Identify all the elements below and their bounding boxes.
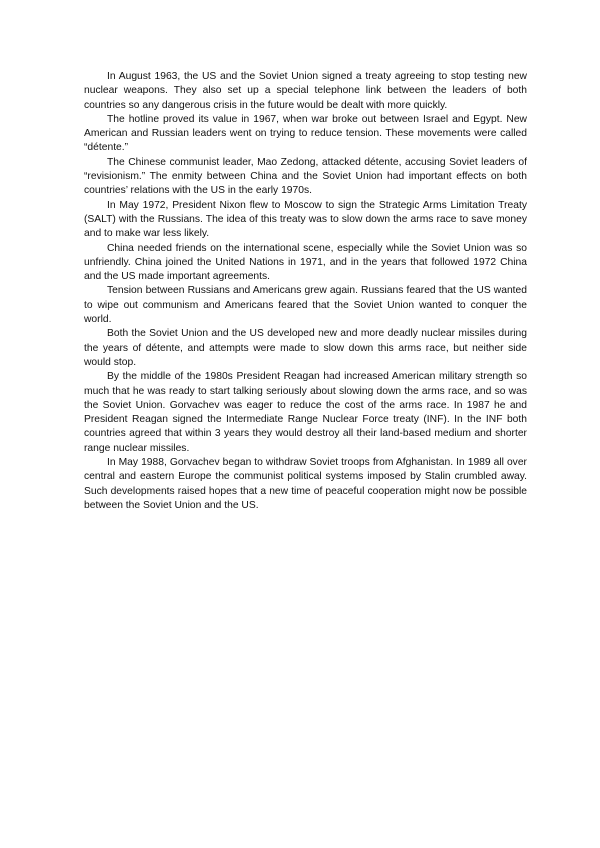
paragraph-china-un: China needed friends on the international scene, especially while the Soviet Union was so unfriendly. China joined the United Nations in 1971, and in the years that followed 1972 China and the US made important agreements.	[84, 242, 527, 283]
paragraph-arms-race: Both the Soviet Union and the US developed new and more deadly nuclear missiles during the years of détente, and attempts were made to slow down this arms race, but neither side would stop.	[84, 328, 527, 368]
paragraph-reagan-inf: By the middle of the 1980s President Reagan had increased American military strength so much that he was ready to start talking seriously about slowing down the arms race, and so was the Soviet Union. Gorvachev was eager to reduce the cost of the arms race. In 1987 he and President Reagan signed the Intermediate Range Nuclear Force treaty (INF). In the INF both countries agreed that within 3 years they would destroy all their land-based medium and shorter range nuclear missiles.	[84, 371, 527, 454]
document-body	[84, 70, 527, 513]
paragraph-1963-treaty: In August 1963, the US and the Soviet Union signed a treaty agreeing to stop testing new nuclear weapons. They also set up a special telephone link between the leaders of both countries so any dangerous crisis in the future would be dealt with more quickly.	[84, 71, 527, 111]
paragraph-mao-zedong: The Chinese communist leader, Mao Zedong, attacked détente, accusing Soviet leaders of “revisionism.” The enmity between China and the Soviet Union had important effects on both countries’ relations with the US in the early 1970s.	[84, 156, 527, 197]
paragraph-tension: Tension between Russians and Americans grew again. Russians feared that the US wanted to wipe out communism and Americans feared that the Soviet Union wanted to conquer the world.	[84, 285, 527, 326]
paragraph-afghanistan-1989: In May 1988, Gorvachev began to withdraw Soviet troops from Afghanistan. In 1989 all over central and eastern Europe the communist political systems imposed by Stalin crumbled away. Such developments raised hopes that a new time of peaceful cooperation might now be possible between the Soviet Union and the US.	[84, 457, 527, 511]
paragraph-salt-treaty: In May 1972, President Nixon flew to Moscow to sign the Strategic Arms Limitation Treaty (SALT) with the Russians. The idea of this treaty was to slow down the arms race to save money and to make war less likely.	[84, 199, 527, 240]
paragraph-hotline-detente: The hotline proved its value in 1967, when war broke out between Israel and Egypt. New American and Russian leaders went on trying to reduce tension. These movements were called “détente.”	[84, 113, 527, 154]
